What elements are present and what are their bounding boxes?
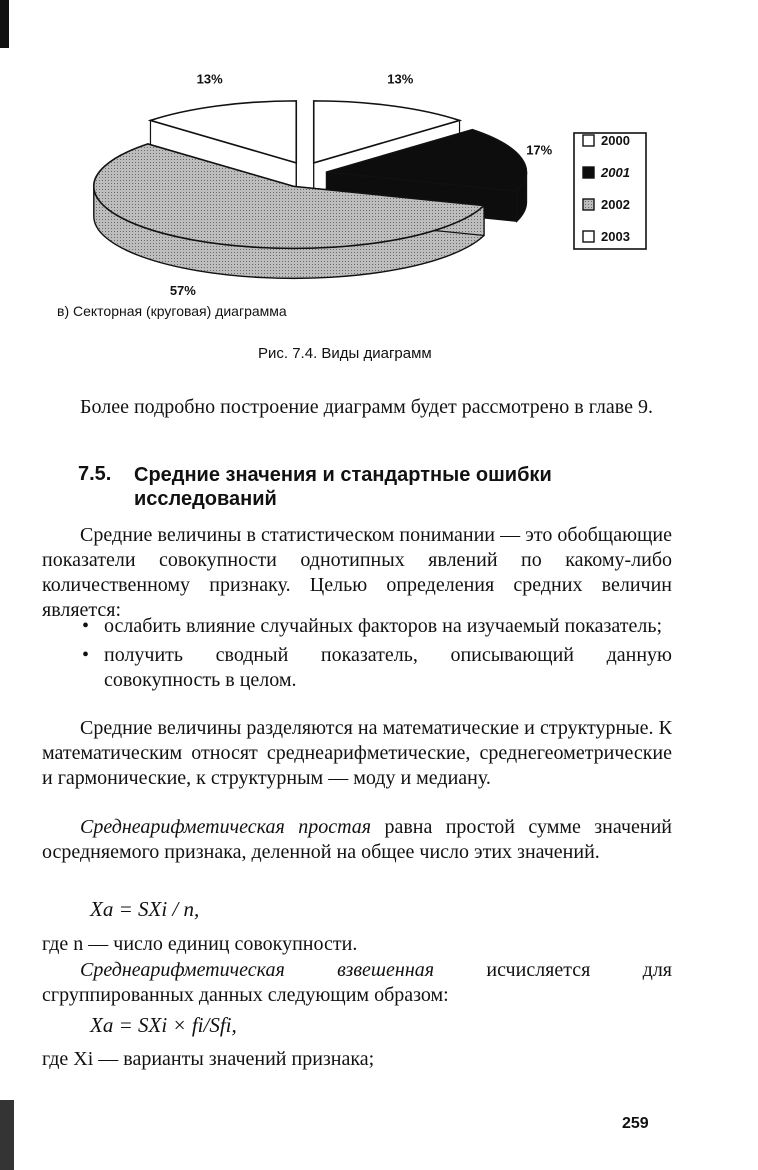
formula-weighted-mean: Xa = SXi × fi/Sfi, (90, 1013, 237, 1037)
page-number: 259 (622, 1115, 649, 1132)
paragraph-simple-mean (42, 815, 672, 865)
legend-label-2000: 2000 (601, 133, 630, 148)
slice-label-2003: 13% (196, 71, 223, 87)
section-number: 7.5. (78, 463, 112, 485)
pie-slices (94, 101, 527, 278)
chart-legend (574, 133, 646, 249)
paragraph-types: Средние величины разделяются на математические и структурные. К математическим относят среднеарифметические, среднегеометрические и гармонические, к структурным — моду и медиану. (42, 717, 672, 789)
list-item: • получить сводный показатель, описывающий данную совокупность в целом. (82, 644, 672, 691)
list-item: • ослабить влияние случайных факторов на изучаемый показатель; (82, 615, 663, 637)
scan-artifact-bottom (0, 1100, 14, 1170)
figure-caption: Рис. 7.4. Виды диаграмм (258, 345, 432, 362)
list-item-text: получить сводный показатель, описывающий данную совокупность в целом. (104, 644, 672, 691)
scan-artifact-top (0, 0, 9, 48)
paragraph-simple-mean-text: равна простой сумме значений осредняемого признака, деленной на общее число этих значений. (42, 816, 672, 863)
where-n: где n — число единиц совокупности. (42, 933, 358, 955)
slice-label-2000: 13% (387, 71, 414, 87)
legend-label-2002: 2002 (601, 197, 630, 212)
sub-caption: в) Секторная (круговая) диаграмма (57, 303, 287, 319)
list-item-text: ослабить влияние случайных факторов на изучаемый показатель; (104, 615, 663, 637)
pie-chart (90, 71, 670, 299)
legend-swatch-2001 (583, 167, 594, 178)
legend-label-2003: 2003 (601, 229, 630, 244)
slice-label-2001: 17% (526, 142, 553, 158)
legend-swatch-2003 (583, 231, 594, 242)
goals-list (42, 614, 672, 697)
slice-label-2002: 57% (169, 283, 196, 299)
section-title: Средние значения и стандартные ошибки исследований (134, 464, 552, 510)
term-simple-mean: Среднеарифметическая простая (80, 816, 372, 838)
paragraph-weighted-mean-text: исчисляется для сгруппированных данных следующим образом: (42, 959, 672, 1006)
legend-label-2001: 2001 (601, 165, 630, 180)
legend-swatch-2002 (583, 199, 594, 210)
term-weighted-mean: Среднеарифметическая взвешенная (80, 959, 435, 981)
paragraph-definition: Средние величины в статистическом понимании — это обобщающие показатели совокупности однотипных явлений по какому-либо количественному признаку. Целью определения средних величин является: (42, 524, 672, 621)
legend-swatch-2000 (583, 135, 594, 146)
paragraph-weighted-mean (42, 958, 672, 1008)
formula-simple-mean: Xa = SXi / n, (90, 897, 200, 921)
paragraph-chapter-ref: Более подробно построение диаграмм будет рассмотрено в главе 9. (80, 396, 653, 418)
where-xi: где Xi — варианты значений признака; (42, 1048, 375, 1070)
